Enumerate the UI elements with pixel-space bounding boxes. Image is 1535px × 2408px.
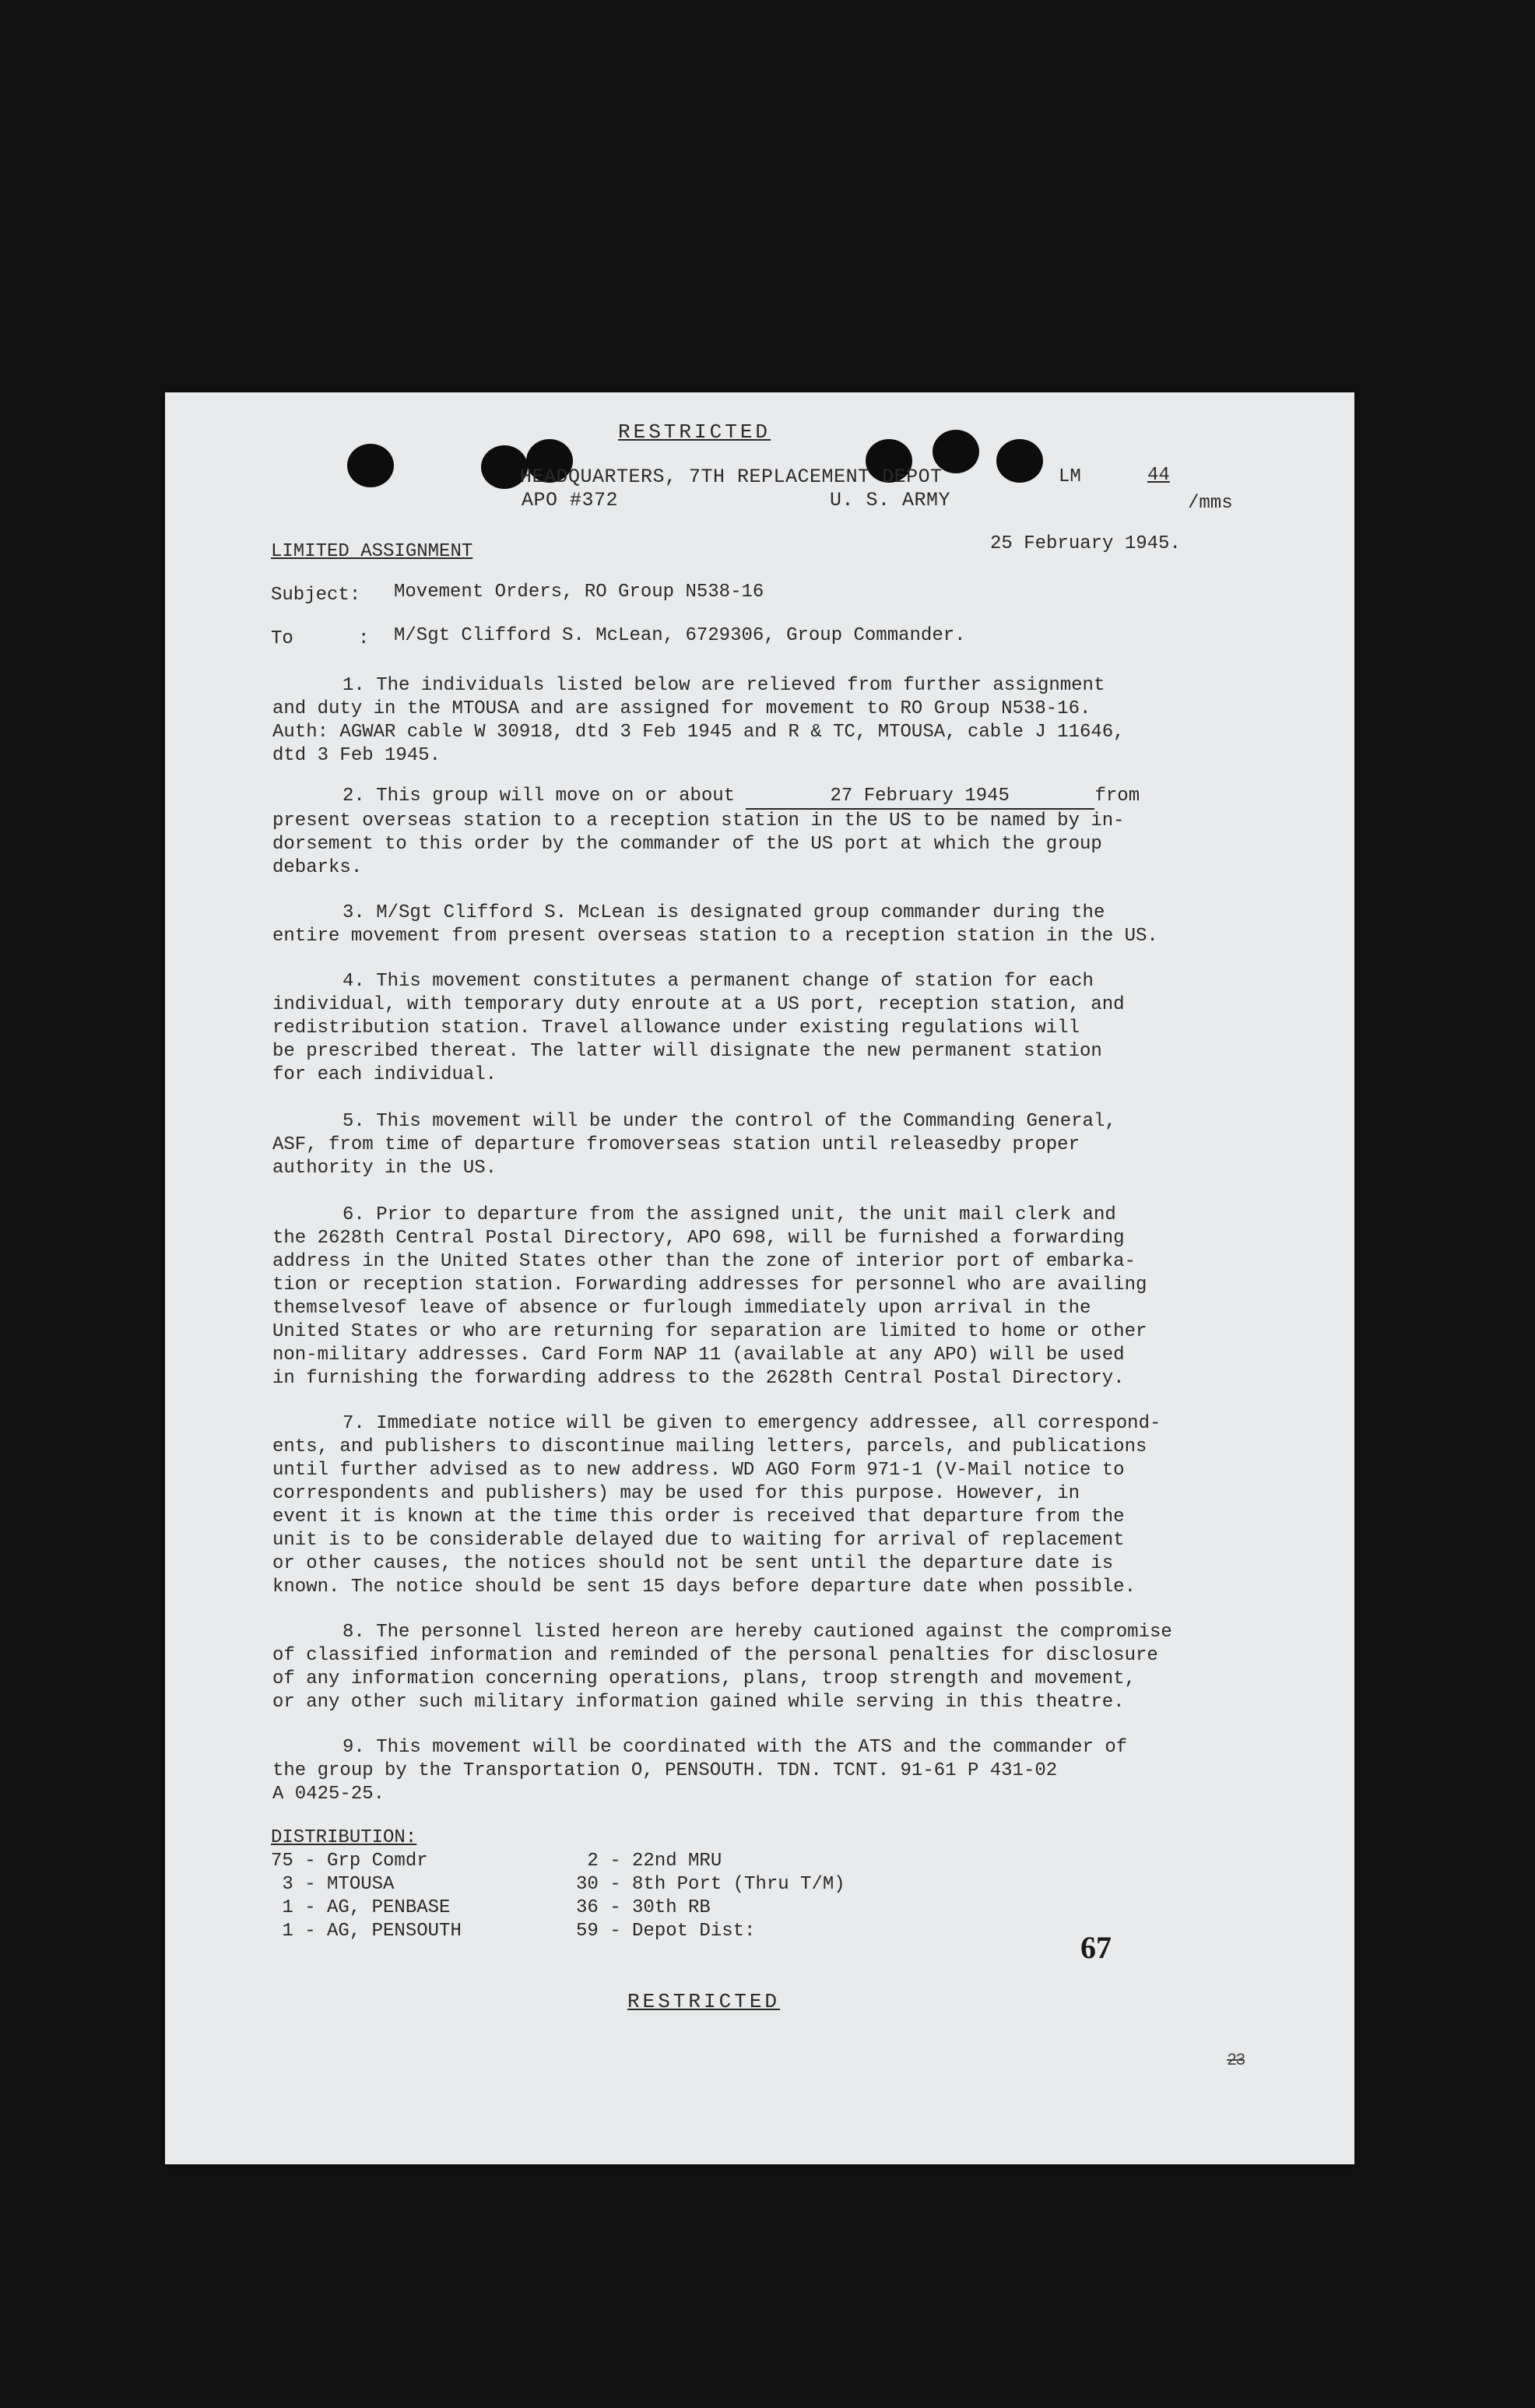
distribution-right-2: 30 - 8th Port (Thru T/M) [576, 1874, 845, 1895]
classification-top: RESTRICTED [618, 420, 771, 444]
to-text: M/Sgt Clifford S. McLean, 6729306, Group Commander. [394, 625, 966, 646]
move-date: 27 February 1945 [746, 785, 1094, 810]
reference-number: 44 [1147, 465, 1170, 486]
typist-initials: /mms [1188, 493, 1233, 514]
army-line: U. S. ARMY [830, 489, 951, 511]
distribution-right-1: 2 - 22nd MRU [576, 1851, 722, 1872]
order-date: 25 February 1945. [990, 533, 1181, 554]
paragraph-4: 4. This movement constitutes a permanent change of station for each individual, with temporary duty enroute at a US port, reception station, and redistribution station. Travel allowance under existing regulations will be prescribed thereat. The latter will disignate the new permanent station for each individual. [272, 971, 1125, 1085]
paragraph-9: 9. This movement will be coordinated with the ATS and the commander of the group by the Transportation O, PENSOUTH. TDN. TCNT. 91-61 P 431-02 A 0425-25. [272, 1737, 1128, 1805]
paragraph-5: 5. This movement will be under the control of the Commanding General, ASF, from time of departure fromoverseas station until releasedby proper authority in the US. [272, 1111, 1116, 1179]
classification-bottom: RESTRICTED [627, 1990, 781, 2013]
apo-line: APO #372 [522, 489, 619, 511]
distribution-right-3: 36 - 30th RB [576, 1897, 711, 1918]
paragraph-7: 7. Immediate notice will be given to emergency addressee, all correspond- ents, and publishers to discontinue mailing letters, parcels, and publications until further advised as to new address. WD AGO Form 971-1 (V-Mail notice to correspondents and publishers) may be used for this purpose. However, in event it is known at the time this order is received that departure from the unit is to be considerable delayed due to waiting for arrival of replacement or other causes, the notices should not be sent until the departure date is known. The notice should be sent 15 days before departure date when possible. [272, 1413, 1161, 1598]
crossed-out-stamp: 23 [1227, 2051, 1245, 2070]
distribution-right-4: 59 - Depot Dist: [576, 1921, 756, 1942]
paragraph-2 [272, 785, 1284, 880]
paragraph-2-end: from present overseas station to a reception station in the US to be named by in- dorsement to this order by the commander of the US port at which the group debarks. [272, 786, 1140, 878]
distribution-left-1: 75 - Grp Comdr [271, 1851, 428, 1872]
document-page [165, 392, 1354, 2164]
distribution-left-2: 3 - MTOUSA [271, 1874, 395, 1895]
to-label: To [271, 628, 293, 649]
paragraph-2-start: 2. This group will move on or about [342, 786, 746, 807]
reference-label: LM [1059, 466, 1081, 487]
page-number: 67 [1080, 1930, 1112, 1965]
paragraph-1: 1. The individuals listed below are relieved from further assignment and duty in the MTOUSA and are assigned for movement to RO Group N538-16. Auth: AGWAR cable W 30918, dtd 3 Feb 1945 and R & TC, MTOUSA, cable J 11646, dtd 3 Feb 1945. [272, 675, 1125, 766]
punch-hole-1 [347, 444, 394, 487]
order-type: LIMITED ASSIGNMENT [271, 541, 473, 562]
paragraph-8: 8. The personnel listed hereon are hereby cautioned against the compromise of classified information and reminded of the personal penalties for disclosure of any information concerning operations, plans, troop strength and movement, or any other such military information gained while serving in this theatre. [272, 1622, 1172, 1713]
distribution-label: DISTRIBUTION: [271, 1827, 417, 1848]
paragraph-3: 3. M/Sgt Clifford S. McLean is designated group commander during the entire movement from present overseas station to a reception station in the US. [272, 902, 1158, 947]
subject-label: Subject: [271, 585, 361, 606]
hq-line: HEADQUARTERS, 7TH REPLACEMENT DEPOT [520, 466, 943, 488]
to-colon: : [358, 628, 370, 649]
paragraph-6: 6. Prior to departure from the assigned unit, the unit mail clerk and the 2628th Central Postal Directory, APO 698, will be furnished a forwarding address in the United States other than the zone of interior port of embarka- tion or reception station. Forwarding addresses for personnel who are availing themselvesof leave of absence or furlough immediately upon arrival in the United States or who are returning for separation are limited to home or other non-military addresses. Card Form NAP 11 (available at any APO) will be used in furnishing the forwarding address to the 2628th Central Postal Directory. [272, 1204, 1147, 1389]
subject-text: Movement Orders, RO Group N538-16 [394, 582, 764, 603]
punch-hole-6 [996, 439, 1043, 483]
distribution-left-4: 1 - AG, PENSOUTH [271, 1921, 462, 1942]
distribution-left-3: 1 - AG, PENBASE [271, 1897, 451, 1918]
